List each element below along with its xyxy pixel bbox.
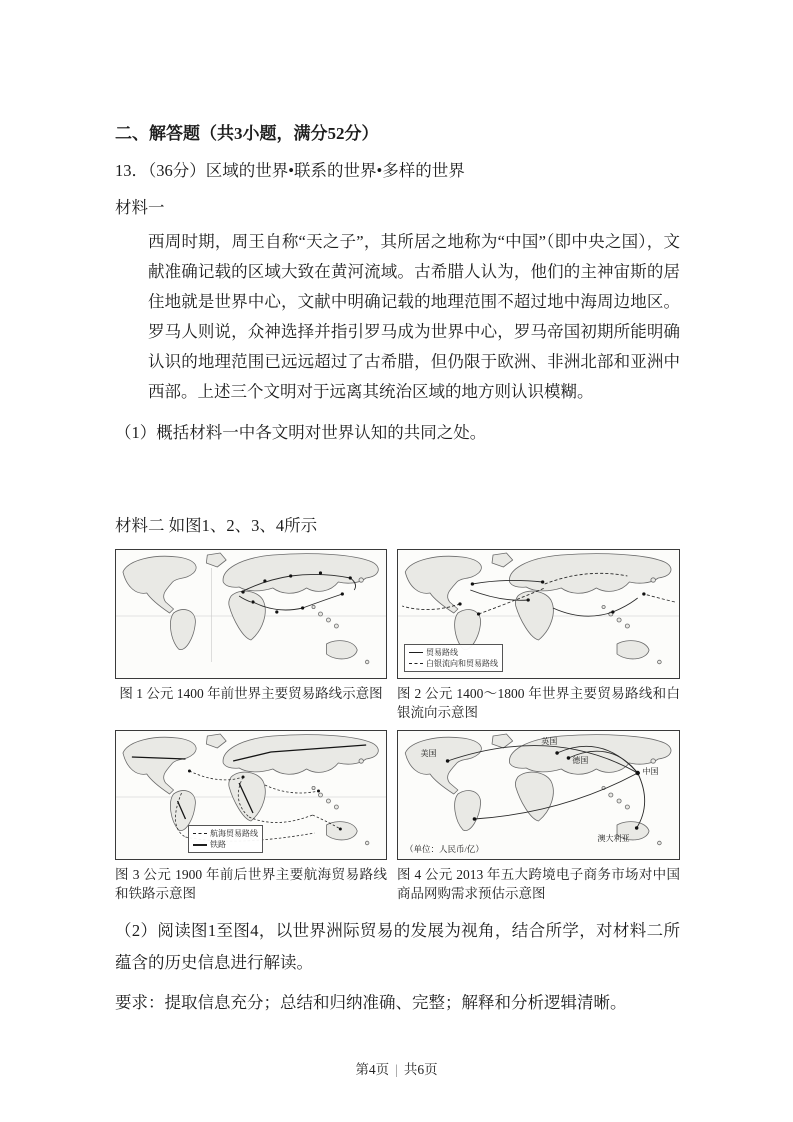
footer-separator: | (395, 1062, 398, 1077)
legend-item (409, 647, 498, 658)
figure-2 (397, 549, 680, 722)
footer-total-pages: 共6页 (403, 1062, 438, 1077)
map-label-usa: 美国 (420, 748, 437, 758)
material-2-label: 材料二 如图1、2、3、4所示 (115, 516, 318, 535)
legend-item (193, 839, 258, 850)
world-map-2013-ecommerce-icon (398, 731, 679, 859)
legend-label: 白银流向和贸易路线 (426, 659, 498, 668)
figure-4-caption: 图 4 公元 2013 年五大跨境电子商务市场对中国商品网购需求预估示意图 (397, 867, 680, 901)
legend-item (193, 828, 258, 839)
figure-2-legend (404, 644, 503, 672)
figure-2-caption: 图 2 公元 1400～1800 年世界主要贸易路线和白银流向示意图 (397, 686, 680, 720)
figure-1-map (115, 549, 387, 679)
legend-label: 航海贸易路线 (210, 829, 258, 838)
world-map-pre1400-icon (116, 550, 386, 678)
map-label-uk: 英国 (541, 737, 558, 747)
figure-grid (115, 549, 680, 903)
figure-4 (397, 730, 680, 903)
legend-label: 铁路 (210, 840, 226, 849)
sea-trade-route-line-swatch (193, 833, 207, 834)
map-label-germany: 德国 (572, 756, 589, 766)
figure-4-unit-note: （单位：人民币/亿） (405, 844, 484, 854)
figure-3-caption: 图 3 公元 1900 年前后世界主要航海贸易路线和铁路示意图 (115, 867, 387, 901)
legend-label: 贸易路线 (426, 648, 458, 657)
footer-page-number: 第4页 (355, 1062, 390, 1077)
figure-1-caption: 图 1 公元 1400 年前世界主要贸易路线示意图 (119, 686, 383, 701)
page-footer (0, 1058, 793, 1078)
requirements-line: 要求：提取信息充分；总结和归纳准确、完整；解释和分析逻辑清晰。 (115, 993, 627, 1012)
figure-3 (115, 730, 387, 903)
material-1-text: 西周时期，周王自称“天之子”，其所居之地称为“中国”（即中央之国），文献准确记载的区域大致在黄河流域。古希腊人认为，他们的主神宙斯的居住地就是世界中心，文献中明确记载的地理范围不超过地中海周边地区。罗马人则说，众神选择并指引罗马成为世界中心，罗马帝国初期所能明确认识的地理范围已远远超过了古希腊，但仍限于欧洲、非洲北部和亚洲中西部。上述三个文明对于远离其统治区域的地方则认识模糊。 (148, 232, 680, 401)
figure-2-map (397, 549, 680, 679)
legend-item (409, 658, 498, 669)
question-13-title: 13．（36分）区域的世界•联系的世界•多样的世界 (115, 161, 465, 180)
map-label-china: 中国 (642, 766, 659, 776)
figure-1 (115, 549, 387, 722)
figure-3-legend (188, 825, 263, 853)
figure-4-map (397, 730, 680, 860)
section-heading: 二、解答题（共3小题，满分52分） (115, 124, 379, 143)
map-label-australia: 澳大利亚 (597, 834, 630, 844)
figure-3-map (115, 730, 387, 860)
silver-flow-line-swatch (409, 663, 423, 664)
railway-line-swatch (193, 844, 207, 846)
sub-question-1: （1）概括材料一中各文明对世界认知的共同之处。 (115, 423, 487, 442)
sub-question-2: （2）阅读图1至图4，以世界洲际贸易的发展为视角，结合所学，对材料二所蕴含的历史信息进行解读。 (115, 921, 680, 972)
trade-route-line-swatch (409, 652, 423, 653)
material-1-label: 材料一 (115, 198, 165, 217)
